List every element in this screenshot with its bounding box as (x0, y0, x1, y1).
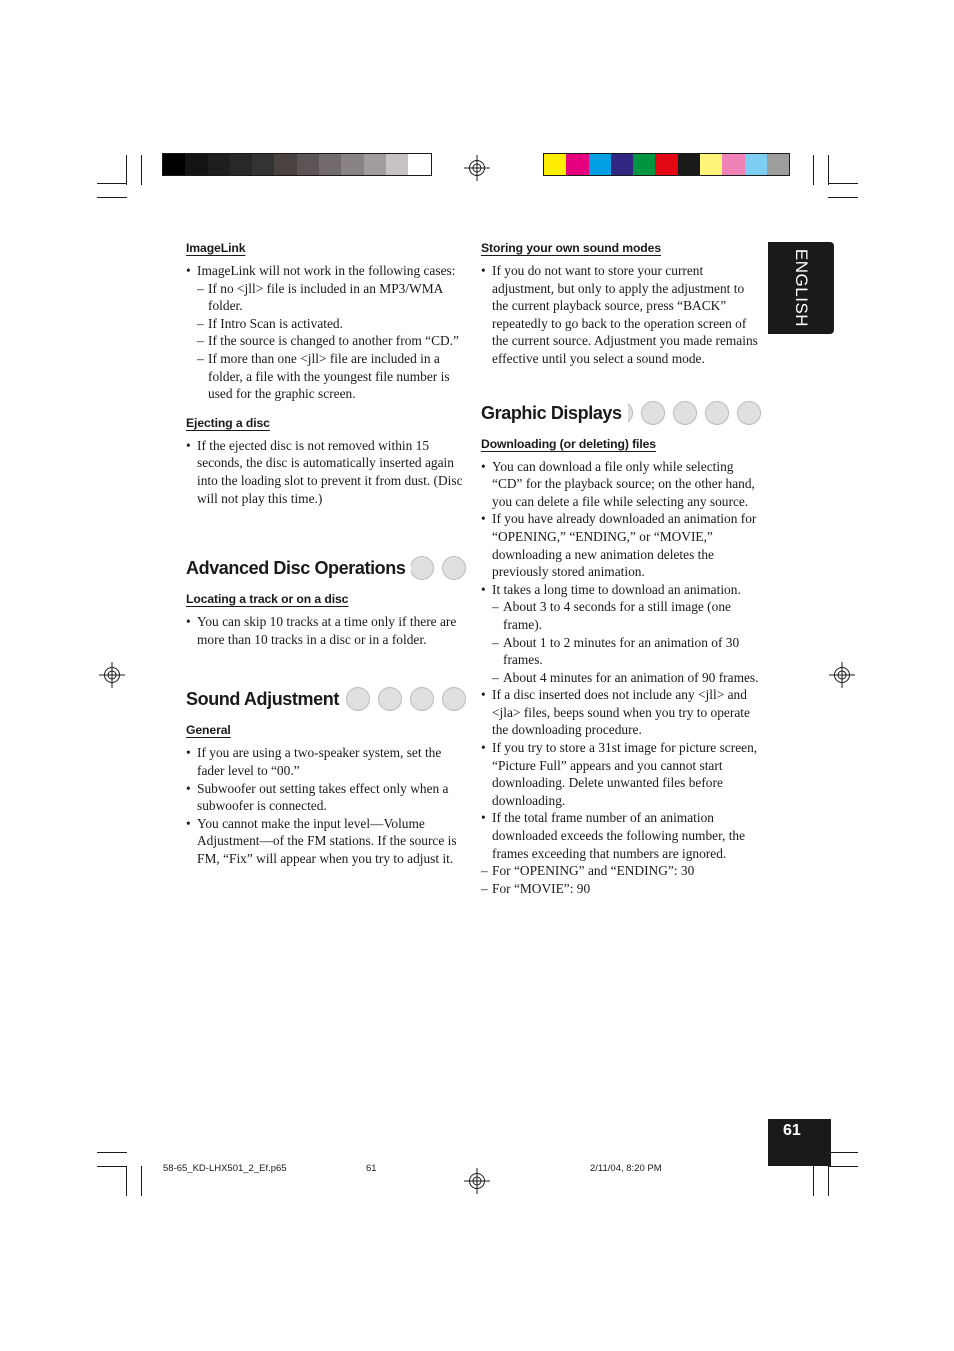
section-title: Sound Adjustment (186, 686, 345, 712)
color-swatch (185, 154, 207, 175)
general-heading: General (186, 723, 231, 738)
color-swatch (274, 154, 296, 175)
color-swatch (722, 154, 744, 175)
color-calibration-bar (544, 154, 789, 175)
color-swatch (633, 154, 655, 175)
imagelink-heading: ImageLink (186, 241, 246, 255)
downloading-heading: Downloading (or deleting) files (481, 436, 656, 451)
crop-mark (828, 155, 829, 185)
color-swatch (386, 154, 408, 175)
color-swatch (678, 154, 700, 175)
color-swatch (745, 154, 767, 175)
list-item: • If a disc inserted does not include any <jll> and <jla> files, beeps sound when you try to operate the downloading procedure. (481, 686, 761, 739)
crop-mark (813, 155, 814, 185)
footer-file-name: 58-65_KD-LHX501_2_Ef.p65 (163, 1163, 287, 1174)
imagelink-list (186, 262, 466, 403)
crop-mark (97, 197, 127, 198)
crop-mark (97, 1152, 127, 1153)
language-tab (768, 242, 834, 334)
list-item-text: If the total frame number of an animation downloaded exceeds the following number, the frames exceeding that numbers are ignored. (492, 810, 746, 861)
crop-mark (126, 1166, 127, 1196)
crop-mark (828, 197, 858, 198)
color-swatch (767, 154, 789, 175)
footer-date: 2/11/04, 8:20 PM (590, 1163, 662, 1174)
registration-mark-icon (829, 662, 855, 688)
footer-page: 61 (366, 1163, 377, 1174)
list-item: – About 1 to 2 minutes for an animation of 30 frames. (492, 634, 761, 669)
crop-mark (141, 1166, 142, 1196)
list-item: • You can download a file only while selecting “CD” for the playback source; on the other hand, you can delete a file while selecting any source. (481, 458, 761, 511)
language-tab-label: ENGLISH (792, 248, 811, 328)
list-item (186, 262, 466, 403)
color-swatch (208, 154, 230, 175)
list-item: • If you are using a two-speaker system, set the fader level to “00.” (186, 744, 466, 779)
page-number: 61 (783, 1122, 801, 1139)
crop-mark (813, 1166, 814, 1196)
list-item-text: It takes a long time to download an animation. (492, 581, 741, 597)
color-swatch (544, 154, 566, 175)
color-swatch (700, 154, 722, 175)
color-swatch (589, 154, 611, 175)
ejecting-list (186, 437, 466, 507)
advanced-disc-section-header (186, 555, 466, 583)
crop-mark (828, 1166, 858, 1167)
registration-mark-icon (464, 1168, 490, 1194)
right-column (481, 240, 761, 897)
crop-mark (97, 1166, 127, 1167)
frame-limit-list (481, 862, 761, 897)
list-item: • If the ejected disc is not removed within 15 seconds, the disc is automatically inserted again into the loading slot to prevent it from dust. (Disc will not play this time.) (186, 437, 466, 507)
color-swatch (297, 154, 319, 175)
registration-mark-icon (99, 662, 125, 688)
ejecting-heading: Ejecting a disc (186, 415, 270, 430)
list-item: – If the source is changed to another from “CD.” (197, 332, 466, 350)
color-swatch (252, 154, 274, 175)
crop-mark (828, 1152, 858, 1153)
list-item (481, 809, 761, 897)
registration-mark-icon (464, 155, 490, 181)
list-item: • You can skip 10 tracks at a time only if there are more than 10 tracks in a disc or in a folder. (186, 613, 466, 648)
grayscale-calibration-bar (163, 154, 431, 175)
imagelink-sub-list (197, 280, 466, 403)
sound-adjustment-section-header (186, 686, 466, 714)
list-item: • If you try to store a 31st image for picture screen, “Picture Full” appears and you cannot start downloading. Delete unwanted files before downloading. (481, 739, 761, 809)
color-swatch (163, 154, 185, 175)
list-item: • You cannot make the input level—Volume Adjustment—of the FM stations. If the source is FM, “Fix” will appear when you try to adjust it. (186, 815, 466, 868)
crop-mark (126, 155, 127, 185)
list-item: – If more than one <jll> file are included in a folder, a file with the youngest file number is used for the graphic screen. (197, 350, 466, 403)
graphic-displays-section-header (481, 400, 761, 428)
list-item: – About 3 to 4 seconds for a still image (one frame). (492, 598, 761, 633)
color-swatch (319, 154, 341, 175)
storing-list (481, 262, 761, 368)
section-title: Advanced Disc Operations (186, 555, 411, 581)
color-swatch (341, 154, 363, 175)
locating-heading: Locating a track or on a disc (186, 592, 349, 607)
list-item: – For “OPENING” and “ENDING”: 30 (481, 862, 761, 880)
color-swatch (611, 154, 633, 175)
crop-mark (141, 155, 142, 185)
crop-mark (828, 1166, 829, 1196)
color-swatch (566, 154, 588, 175)
crop-mark (97, 183, 127, 184)
page-number-box (768, 1119, 831, 1166)
list-item (481, 581, 761, 687)
download-time-list (492, 598, 761, 686)
list-item: – For “MOVIE”: 90 (481, 880, 761, 898)
crop-mark (828, 183, 858, 184)
general-list (186, 744, 466, 867)
list-item: • Subwoofer out setting takes effect only when a subwoofer is connected. (186, 780, 466, 815)
locating-list (186, 613, 466, 648)
section-title: Graphic Displays (481, 400, 628, 426)
list-item: – About 4 minutes for an animation of 90 frames. (492, 669, 761, 687)
downloading-list (481, 458, 761, 898)
color-swatch (364, 154, 386, 175)
color-swatch (230, 154, 252, 175)
list-item-text: ImageLink will not work in the following cases: (197, 263, 456, 278)
color-swatch (655, 154, 677, 175)
list-item: • If you do not want to store your current adjustment, but only to apply the adjustment to the current playback source, press “BACK” repeatedly to go back to the operation screen of the current source. Adjustment you made remains effective until you select a sound mode. (481, 262, 761, 368)
left-column (186, 240, 466, 867)
list-item: – If no <jll> file is included in an MP3/WMA folder. (197, 280, 466, 315)
list-item: – If Intro Scan is activated. (197, 315, 466, 333)
list-item: • If you have already downloaded an animation for “OPENING,” “ENDING,” or “MOVIE,” downloading a new animation deletes the previously stored animation. (481, 510, 761, 580)
color-swatch (408, 154, 430, 175)
storing-heading: Storing your own sound modes (481, 241, 662, 255)
